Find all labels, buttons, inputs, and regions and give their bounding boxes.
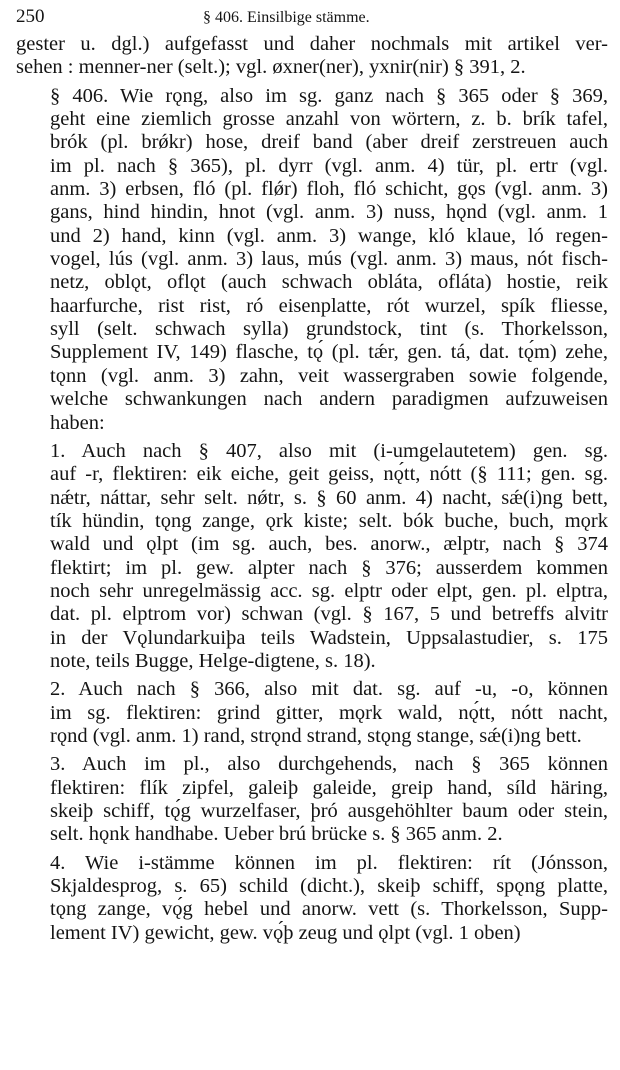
paragraph-item-1 — [16, 440, 608, 673]
text-line: und 2) hand, kinn (vgl. anm. 3) wange, kló klaue, ló regen- — [50, 224, 608, 247]
text-line: Supplement IV, 149) flasche, tǫ́ (pl. tǽr, gen. tá, dat. tǫ́m) zehe, — [50, 341, 608, 364]
paragraph-item-4 — [16, 852, 608, 945]
text-line: brók (pl. brǿkr) hose, dreif band (aber dreif zerstreuen auch — [50, 131, 608, 154]
text-line: gans, hind hindin, hnot (vgl. anm. 3) nuss, hǫnd (vgl. anm. 1 — [50, 201, 608, 224]
text-line: tík hündin, tǫng zange, ǫrk kiste; selt. bók buche, buch, mǫrk — [50, 509, 608, 532]
text-line: auf -r, flektiren: eik eiche, geit geiss, nǫ́tt, nótt (§ 111; gen. sg. — [50, 463, 608, 486]
text-line: welche schwankungen nach andern paradigmen aufzuweisen — [50, 388, 608, 411]
text-line: nǽtr, náttar, sehr selt. nǿtr, s. § 60 anm. 4) nacht, sǽ(i)ng bett, — [50, 486, 608, 509]
text-line: sehen : menner-ner (selt.); vgl. øxner(ner), yxnir(nir) § 391, 2. — [16, 56, 526, 79]
paragraph-continuation — [16, 33, 608, 80]
text-line: selt. hǫnk handhabe. Ueber brú brücke s. § 365 anm. 2. — [50, 823, 503, 846]
text-line: gester u. dgl.) aufgefasst und daher nochmals mit artikel ver- — [16, 33, 608, 55]
text-line: im pl. nach § 365), pl. dyrr (vgl. anm. 4) tür, pl. ertr (vgl. — [50, 154, 608, 177]
text-line: haben: — [50, 411, 105, 434]
text-line: vogel, lús (vgl. anm. 3) laus, mús (vgl. anm. 3) maus, nót fisch- — [50, 248, 608, 271]
text-line: 3. Auch im pl., also durchgehends, nach § 365 können — [50, 753, 608, 776]
text-line: syll (selt. schwach sylla) grundstock, tint (s. Thorkelsson, — [50, 318, 608, 341]
paragraph-item-3 — [16, 753, 608, 846]
text-line: flektirt; im pl. gew. alpter nach § 376; ausserdem kommen — [50, 556, 608, 579]
text-line: 4. Wie i-stämme können im pl. flektiren: rít (Jónsson, — [50, 851, 608, 874]
text-line: 2. Auch nach § 366, also mit dat. sg. auf -u, -o, können — [50, 678, 608, 701]
book-page — [16, 4, 608, 945]
text-line: noch sehr unregelmässig acc. sg. elptr oder elpt, gen. pl. elptra, — [50, 579, 608, 602]
text-line: 1. Auch nach § 407, also mit (i-umgelautetem) gen. sg. — [50, 439, 608, 462]
page-number: 250 — [16, 6, 45, 27]
text-line: geht eine ziemlich grosse anzahl von wörtern, z. b. brík tafel, — [50, 108, 608, 131]
paragraph-section-406 — [16, 85, 608, 435]
text-line: netz, oblǫt, oflǫt (auch schwach obláta, ofláta) hostie, reik — [50, 271, 608, 294]
body-text — [16, 33, 608, 945]
text-line: tǫng zange, vǫ́g hebel und anorw. vett (s. Thorkelsson, Supp- — [50, 898, 608, 921]
text-line: wald und ǫlpt (im sg. auch, bes. anorw., ælptr, nach § 374 — [50, 533, 608, 556]
text-line: flektiren: flík zipfel, galeiþ galeide, greip hand, síld häring, — [50, 776, 608, 799]
text-line: § 406. Wie rǫng, also im sg. ganz nach § 365 oder § 369, — [50, 84, 608, 107]
running-title: § 406. Einsilbige stämme. — [203, 9, 370, 26]
text-line: im sg. flektiren: grind gitter, mǫrk wald, nǫ́tt, nótt nacht, — [50, 701, 608, 724]
text-line: lement IV) gewicht, gew. vǫ́þ zeug und ǫlpt (vgl. 1 oben) — [50, 921, 521, 944]
page-header — [16, 4, 608, 32]
text-line: Skjaldesprog, s. 65) schild (dicht.), skeiþ schiff, spǫng platte, — [50, 875, 608, 898]
text-line: rǫnd (vgl. anm. 1) rand, strǫnd strand, stǫng stange, sǽ(i)ng bett. — [50, 724, 582, 747]
text-line: note, teils Bugge, Helge-digtene, s. 18). — [50, 649, 376, 672]
text-line: anm. 3) erbsen, fló (pl. flǿr) floh, fló schicht, gǫs (vgl. anm. 3) — [50, 178, 608, 201]
paragraph-item-2 — [16, 678, 608, 748]
text-line: dat. pl. elptrom vor) schwan (vgl. § 167, 5 und betreffs alvitr — [50, 603, 608, 626]
text-line: tǫnn (vgl. anm. 3) zahn, veit wassergraben sowie folgende, — [50, 364, 608, 387]
text-line: haarfurche, rist rist, ró eisenplatte, rót wurzel, spík fliesse, — [50, 294, 608, 317]
text-line: in der Vǫlundarkuiþa teils Wadstein, Uppsalastudier, s. 175 — [50, 626, 608, 649]
text-line: skeiþ schiff, tǫ́g wurzelfaser, þró ausgehöhlter baum oder stein, — [50, 800, 608, 822]
